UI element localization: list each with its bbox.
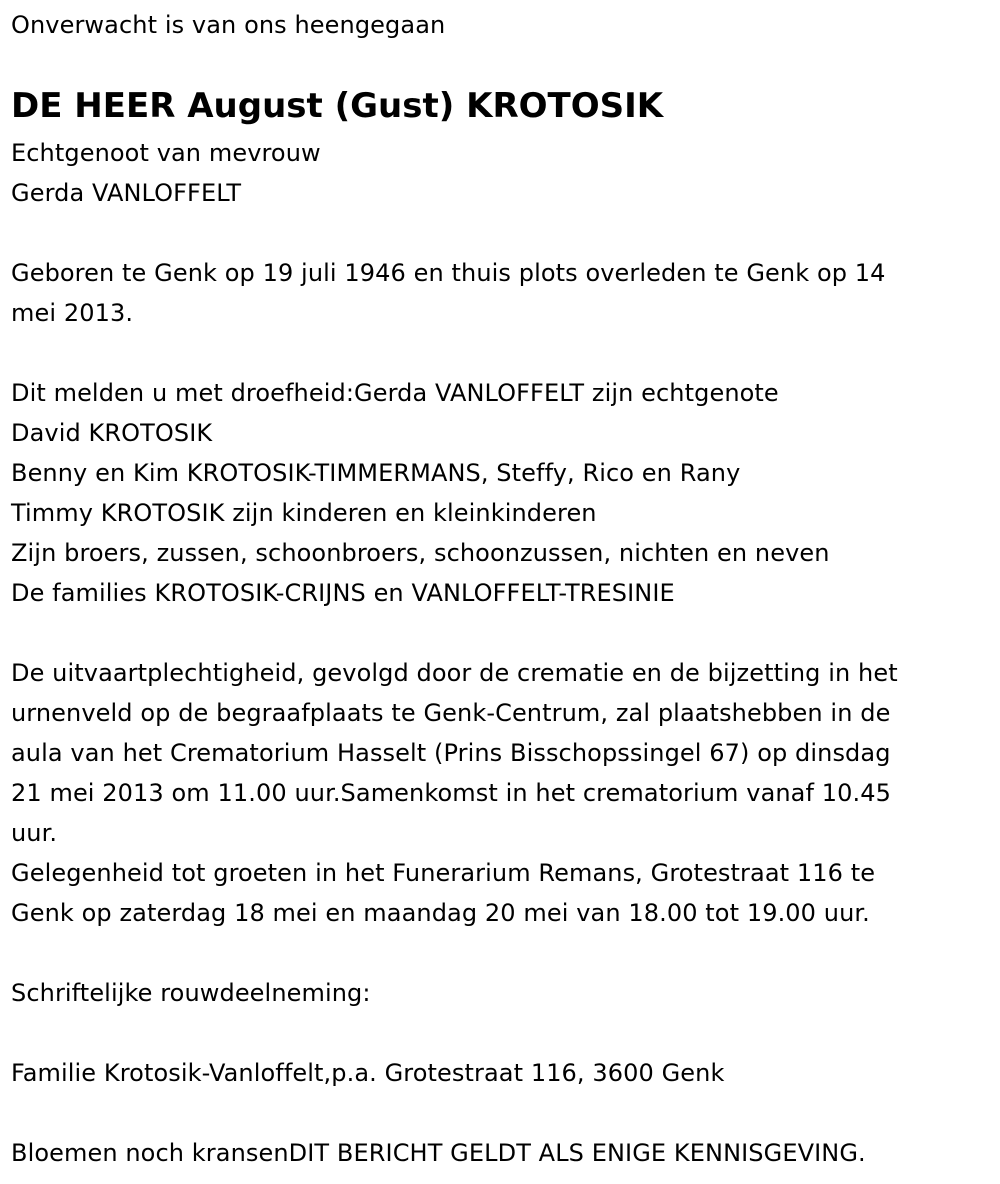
- funeral-line: Gelegenheid tot groeten in het Funerarium Remans, Grotestraat 116 te: [11, 859, 876, 887]
- funeral-line: De uitvaartplechtigheid, gevolgd door de crematie en de bijzetting in het: [11, 659, 898, 687]
- spouse-line: Gerda VANLOFFELT: [11, 179, 242, 207]
- written-condolence-block: [11, 973, 371, 1013]
- family-line: Zijn broers, zussen, schoonbroers, schoonzussen, nichten en neven: [11, 539, 830, 567]
- closing-text: Bloemen noch kransenDIT BERICHT GELDT ALS ENIGE KENNISGEVING.: [11, 1139, 866, 1167]
- funeral-line: Genk op zaterdag 18 mei en maandag 20 mei van 18.00 tot 19.00 uur.: [11, 899, 870, 927]
- family-line: Timmy KROTOSIK zijn kinderen en kleinkinderen: [11, 499, 597, 527]
- funeral-line: aula van het Crematorium Hasselt (Prins Bisschopssingel 67) op dinsdag: [11, 739, 891, 767]
- closing-block: [11, 1133, 866, 1173]
- funeral-details-block: [11, 653, 898, 933]
- written-condolence-label: Schriftelijke rouwdeelneming:: [11, 979, 371, 1007]
- funeral-line: urnenveld op de begraafplaats te Genk-Centrum, zal plaatshebben in de: [11, 699, 891, 727]
- family-line: Dit melden u met droefheid:Gerda VANLOFFELT zijn echtgenote: [11, 379, 779, 407]
- funeral-line: 21 mei 2013 om 11.00 uur.Samenkomst in het crematorium vanaf 10.45: [11, 779, 891, 807]
- birth-death-line: Geboren te Genk op 19 juli 1946 en thuis plots overleden te Genk op 14: [11, 259, 886, 287]
- funeral-line: uur.: [11, 819, 58, 847]
- spouse-line: Echtgenoot van mevrouw: [11, 139, 321, 167]
- family-block: [11, 373, 830, 613]
- address-block: [11, 1053, 724, 1093]
- birth-death-line: mei 2013.: [11, 299, 134, 327]
- intro-text: Onverwacht is van ons heengegaan: [11, 11, 446, 39]
- family-line: De families KROTOSIK-CRIJNS en VANLOFFELT-TRESINIE: [11, 579, 675, 607]
- spouse-block: [11, 133, 321, 213]
- family-line: Benny en Kim KROTOSIK-TIMMERMANS, Steffy, Rico en Rany: [11, 459, 741, 487]
- birth-death-block: [11, 253, 886, 333]
- condolence-address: Familie Krotosik-Vanloffelt,p.a. Grotestraat 116, 3600 Genk: [11, 1059, 725, 1087]
- deceased-name: DE HEER August (Gust) KROTOSIK: [11, 86, 664, 126]
- family-line: David KROTOSIK: [11, 419, 213, 447]
